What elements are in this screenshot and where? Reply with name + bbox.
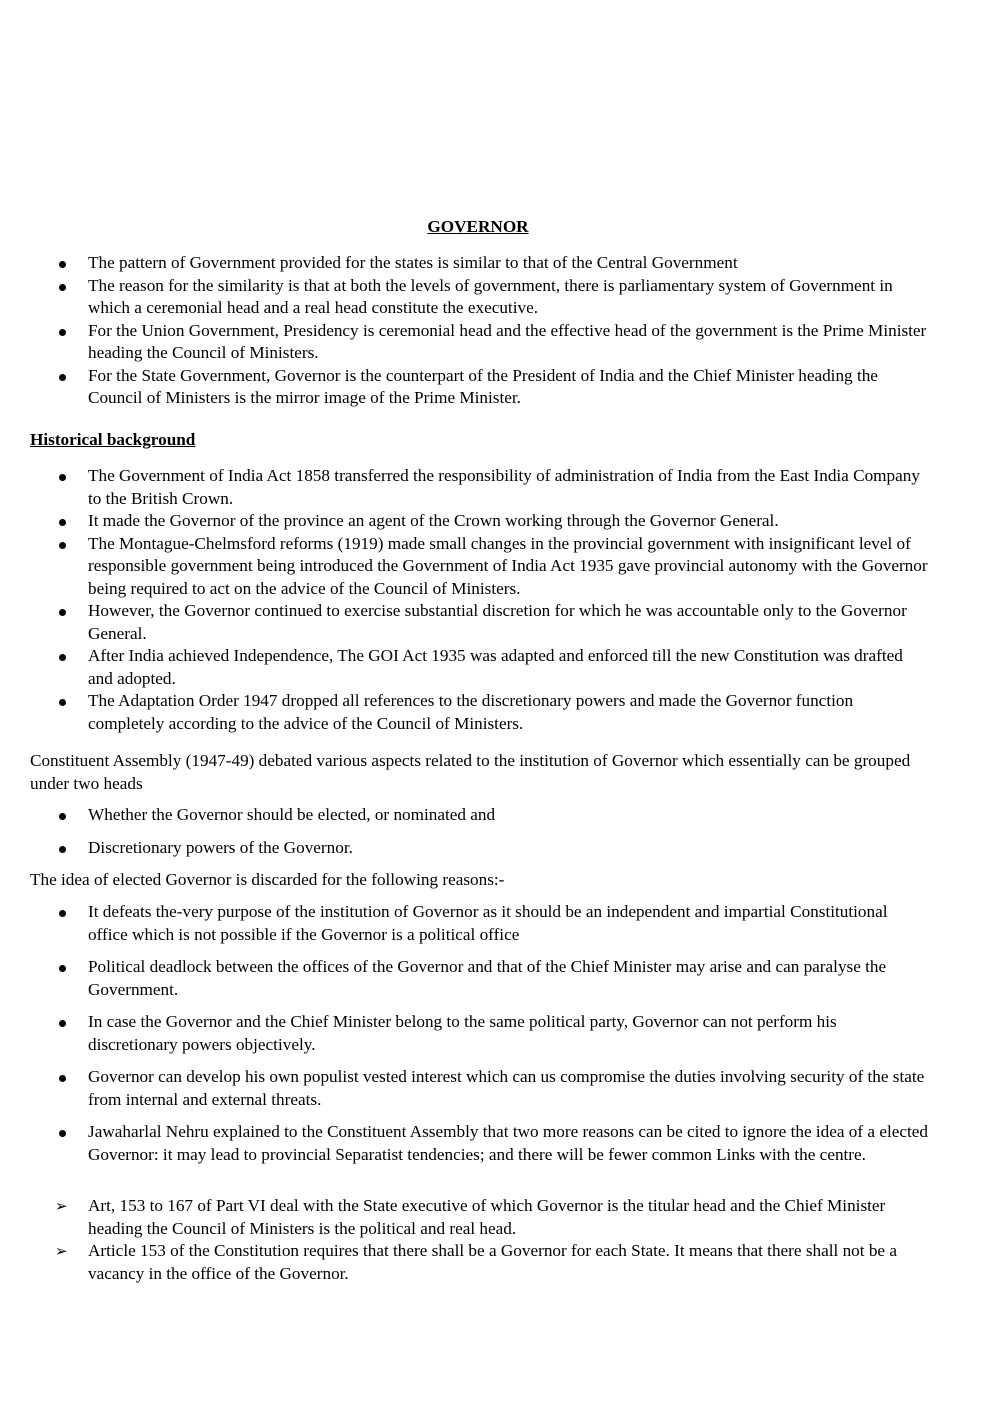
bullet-icon (59, 813, 66, 820)
bullet-icon (59, 519, 66, 526)
arrow-bullet-icon: ➢ (55, 1242, 68, 1260)
constituent-assembly-paragraph: Constituent Assembly (1947-49) debated various aspects related to the institution of Governor which essentially can be grouped under two heads (30, 751, 911, 793)
list-item: Political deadlock between the offices of the Governor and that of the Chief Minister may arise and can paralyse the Government. (0, 956, 928, 1001)
page-title: GOVERNOR (427, 217, 529, 236)
bullet-icon (59, 329, 66, 336)
bullet-icon (59, 846, 66, 853)
bullet-icon (59, 374, 66, 381)
bullet-icon (59, 284, 66, 291)
list-item: ➢ Article 153 of the Constitution requires that there shall be a Governor for each State. It means that there shall not be a vacancy in the office of the Governor. (55, 1241, 897, 1283)
bullet-icon (59, 261, 66, 268)
section-heading-historical: Historical background (30, 430, 196, 449)
list-item: For the State Government, Governor is the counterpart of the President of India and the Chief Minister heading the Council of Ministers is the mirror image of the Prime Minister. (0, 365, 928, 410)
list-item: The pattern of Government provided for the states is similar to that of the Central Government (0, 252, 928, 275)
list-item: After India achieved Independence, The GOI Act 1935 was adapted and enforced till the new Constitution was drafted and adopted. (0, 645, 928, 690)
list-item: Jawaharlal Nehru explained to the Constituent Assembly that two more reasons can be cited to ignore the idea of a elected Governor: it may lead to provincial Separatist tendencies; and there will be fewer common Links with the centre. (0, 1121, 928, 1166)
arrow-bullet-icon: ➢ (55, 1197, 68, 1215)
bullet-icon (59, 1075, 66, 1082)
list-item: It made the Governor of the province an agent of the Crown working through the Governor General. (0, 510, 928, 533)
bullet-icon (59, 910, 66, 917)
list-item: Governor can develop his own populist vested interest which can us compromise the duties involving security of the state from internal and external threats. (0, 1066, 928, 1111)
list-item: The Government of India Act 1858 transferred the responsibility of administration of India from the East India Company to the British Crown. (0, 465, 928, 510)
bullet-icon (59, 609, 66, 616)
list-item: However, the Governor continued to exercise substantial discretion for which he was accountable only to the Governor General. (0, 600, 928, 645)
list-item: The reason for the similarity is that at both the levels of government, there is parliamentary system of Government in which a ceremonial head and a real head constitute the executive. (0, 275, 928, 320)
article-list (0, 1195, 992, 1285)
bullet-icon (59, 654, 66, 661)
intro-list (0, 252, 992, 410)
list-item: Whether the Governor should be elected, or nominated and (0, 804, 928, 827)
list-item: The Montague-Chelmsford reforms (1919) made small changes in the provincial government with insignificant level of responsible government being introduced the Government of India Act 1935 gave provincial autonomy with the Governor being required to act on the advice of the Council of Ministers. (0, 533, 928, 601)
list-item: ➢ Art, 153 to 167 of Part VI deal with the State executive of which Governor is the titular head and the Chief Minister heading the Council of Ministers is the political and real head. (55, 1196, 886, 1238)
list-item: In case the Governor and the Chief Minister belong to the same political party, Governor can not perform his discretionary powers objectively. (0, 1011, 928, 1056)
historical-list (0, 465, 992, 735)
bullet-icon (59, 474, 66, 481)
bullet-icon (59, 699, 66, 706)
reasons-list (0, 901, 992, 1176)
list-item: It defeats the-very purpose of the institution of Governor as it should be an independent and impartial Constitutional office which is not possible if the Governor is a political office (0, 901, 928, 946)
list-item: Discretionary powers of the Governor. (0, 837, 928, 860)
reasons-intro: The idea of elected Governor is discarded for the following reasons:- (30, 870, 505, 889)
bullet-icon (59, 542, 66, 549)
bullet-icon (59, 1020, 66, 1027)
bullet-icon (59, 1130, 66, 1137)
list-item: For the Union Government, Presidency is ceremonial head and the effective head of the government is the Prime Minister heading the Council of Ministers. (0, 320, 928, 365)
heads-list (0, 804, 992, 869)
bullet-icon (59, 965, 66, 972)
list-item: The Adaptation Order 1947 dropped all references to the discretionary powers and made the Governor function completely according to the advice of the Council of Ministers. (0, 690, 928, 735)
